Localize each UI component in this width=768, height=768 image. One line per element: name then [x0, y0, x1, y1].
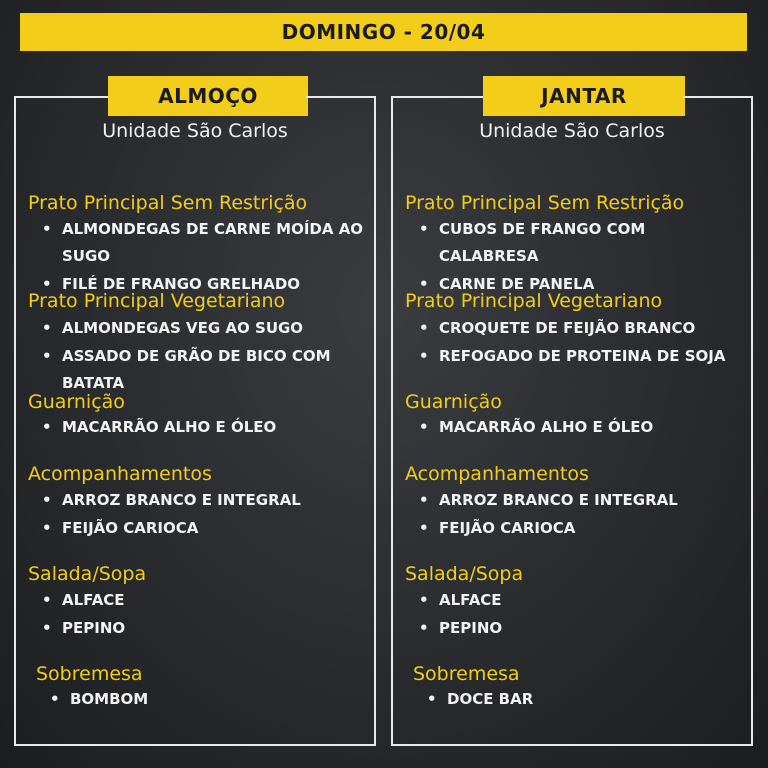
bullet-icon: •	[42, 275, 52, 293]
dinner-salada-title: Salada/Sopa	[405, 563, 524, 585]
bullet-icon: •	[419, 319, 429, 337]
dinner-vegetariano-item: • CROQUETE DE FEIJÃO BRANCO	[419, 315, 739, 342]
dinner-salada-item: • ALFACE	[419, 587, 739, 614]
dinner-sobremesa-item: • DOCE BAR	[427, 686, 747, 713]
bullet-icon: •	[419, 220, 429, 238]
dinner-acompanhamentos-item: • ARROZ BRANCO E INTEGRAL	[419, 487, 739, 514]
lunch-sobremesa-item: • BOMBOM	[50, 686, 370, 713]
bullet-icon: •	[42, 418, 52, 436]
bullet-icon: •	[427, 690, 437, 708]
lunch-panel	[14, 84, 376, 746]
bullet-icon: •	[42, 319, 52, 337]
lunch-guarnicao-item: • MACARRÃO ALHO E ÓLEO	[42, 414, 362, 441]
dinner-vegetariano-title: Prato Principal Vegetariano	[405, 290, 663, 312]
lunch-principal-item: • ALMONDEGAS DE CARNE MOÍDA AO SUGO	[42, 216, 372, 270]
bullet-icon: •	[419, 275, 429, 293]
lunch-vegetariano-title: Prato Principal Vegetariano	[28, 290, 286, 312]
bullet-icon: •	[42, 220, 52, 238]
bullet-icon: •	[419, 418, 429, 436]
dinner-guarnicao-item: • MACARRÃO ALHO E ÓLEO	[419, 414, 739, 441]
bullet-icon: •	[42, 591, 52, 609]
lunch-principal-item: • FILÉ DE FRANGO GRELHADO	[42, 271, 362, 298]
lunch-salada-item: • PEPINO	[42, 615, 362, 642]
dinner-acompanhamentos-item: • FEIJÃO CARIOCA	[419, 515, 739, 542]
lunch-vegetariano-item: • ASSADO DE GRÃO DE BICO COM BATATA	[42, 343, 362, 397]
dinner-tag	[483, 76, 685, 116]
bullet-icon: •	[42, 619, 52, 637]
lunch-sobremesa-title: Sobremesa	[36, 663, 143, 685]
dinner-principal-item: • CARNE DE PANELA	[419, 271, 739, 298]
lunch-tag-label: ALMOÇO	[158, 84, 258, 108]
bullet-icon: •	[42, 347, 52, 365]
lunch-acompanhamentos-item: • ARROZ BRANCO E INTEGRAL	[42, 487, 362, 514]
lunch-principal-title: Prato Principal Sem Restrição	[28, 192, 308, 214]
dinner-vegetariano-item: • REFOGADO DE PROTEINA DE SOJA	[419, 343, 759, 370]
date-header	[20, 13, 747, 51]
bullet-icon: •	[42, 519, 52, 537]
lunch-salada-title: Salada/Sopa	[28, 563, 147, 585]
dinner-sobremesa-title: Sobremesa	[413, 663, 520, 685]
dinner-tag-label: JANTAR	[541, 84, 627, 108]
lunch-salada-item: • ALFACE	[42, 587, 362, 614]
lunch-guarnicao-title: Guarnição	[28, 391, 125, 413]
dinner-guarnicao-title: Guarnição	[405, 391, 502, 413]
dinner-principal-item: • CUBOS DE FRANGO COM CALABRESA	[419, 216, 669, 270]
dinner-salada-item: • PEPINO	[419, 615, 739, 642]
dinner-panel	[391, 84, 753, 746]
date-header-title: DOMINGO - 20/04	[281, 20, 486, 44]
bullet-icon: •	[419, 591, 429, 609]
dinner-principal-title: Prato Principal Sem Restrição	[405, 192, 685, 214]
bullet-icon: •	[50, 690, 60, 708]
bullet-icon: •	[419, 347, 429, 365]
bullet-icon: •	[42, 491, 52, 509]
dinner-unit: Unidade São Carlos	[479, 120, 665, 142]
lunch-unit: Unidade São Carlos	[102, 120, 288, 142]
bullet-icon: •	[419, 491, 429, 509]
bullet-icon: •	[419, 519, 429, 537]
lunch-vegetariano-item: • ALMONDEGAS VEG AO SUGO	[42, 315, 362, 342]
bullet-icon: •	[419, 619, 429, 637]
lunch-acompanhamentos-item: • FEIJÃO CARIOCA	[42, 515, 362, 542]
lunch-acompanhamentos-title: Acompanhamentos	[28, 463, 212, 485]
lunch-tag	[108, 76, 308, 116]
dinner-acompanhamentos-title: Acompanhamentos	[405, 463, 589, 485]
